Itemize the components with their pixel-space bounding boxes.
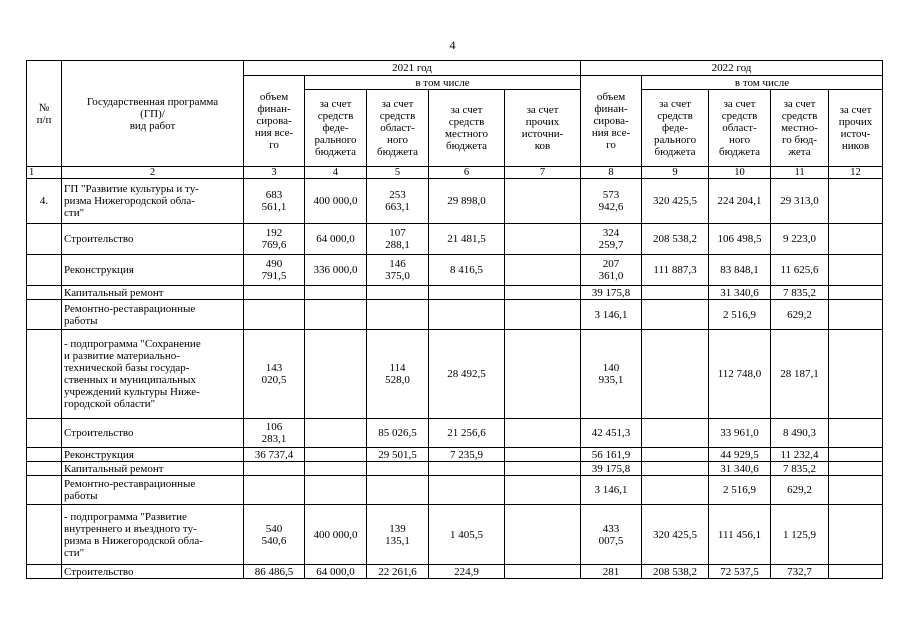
row-value-c12 xyxy=(829,255,883,286)
row-value-c8: 3 146,1 xyxy=(581,300,642,330)
row-value-c3 xyxy=(244,462,305,476)
row-value-c4 xyxy=(305,476,367,505)
row-value-c6: 8 416,5 xyxy=(429,255,505,286)
header-loc-2021: за счет средств местного бюджета xyxy=(429,90,505,167)
header-oth-2022: за счет прочих источ- ников xyxy=(829,90,883,167)
row-value-c9 xyxy=(642,286,709,300)
row-value-c10: 72 537,5 xyxy=(709,565,771,579)
row-value-c6: 29 898,0 xyxy=(429,179,505,224)
header-volume-2022: объем финан- сирова- ния все- го xyxy=(581,76,642,167)
row-value-c10: 33 961,0 xyxy=(709,419,771,448)
row-name: Реконструкция xyxy=(62,448,244,462)
row-value-c12 xyxy=(829,300,883,330)
row-value-c10: 31 340,6 xyxy=(709,286,771,300)
table-row xyxy=(27,476,883,505)
row-value-c12 xyxy=(829,419,883,448)
row-value-c7 xyxy=(505,179,581,224)
row-value-c7 xyxy=(505,286,581,300)
row-name: ГП "Развитие культуры и ту- ризма Нижегородской обла- сти" xyxy=(62,179,244,224)
page-number: 4 xyxy=(449,38,456,52)
row-value-c4: 400 000,0 xyxy=(305,179,367,224)
row-value-c9 xyxy=(642,476,709,505)
header-year-2021: 2021 год xyxy=(244,61,581,76)
row-value-c10: 83 848,1 xyxy=(709,255,771,286)
row-value-c3: 86 486,5 xyxy=(244,565,305,579)
row-value-c5: 114 528,0 xyxy=(367,330,429,419)
header-fed-2022: за счет средств феде- рального бюджета xyxy=(642,90,709,167)
row-number xyxy=(27,286,62,300)
row-value-c8: 140 935,1 xyxy=(581,330,642,419)
row-value-c12 xyxy=(829,224,883,255)
row-name: Капитальный ремонт xyxy=(62,462,244,476)
row-value-c10: 112 748,0 xyxy=(709,330,771,419)
row-value-c10: 111 456,1 xyxy=(709,505,771,565)
row-value-c5 xyxy=(367,300,429,330)
row-name: - подпрограмма "Развитие внутреннего и въездного ту- ризма в Нижегородской обла- сти" xyxy=(62,505,244,565)
row-number xyxy=(27,448,62,462)
header-oth-2021: за счет прочих источни- ков xyxy=(505,90,581,167)
col-number: 7 xyxy=(505,167,581,179)
row-name: - подпрограмма "Сохранение и развитие материально- технической базы государ- ственных и муниципальных учреждений культуры Ниже- городской области" xyxy=(62,330,244,419)
row-value-c11: 1 125,9 xyxy=(771,505,829,565)
row-value-c3: 683 561,1 xyxy=(244,179,305,224)
row-number xyxy=(27,462,62,476)
row-value-c4 xyxy=(305,330,367,419)
row-value-c9 xyxy=(642,330,709,419)
row-value-c3: 490 791,5 xyxy=(244,255,305,286)
row-value-c11: 29 313,0 xyxy=(771,179,829,224)
row-value-c9 xyxy=(642,300,709,330)
row-value-c7 xyxy=(505,300,581,330)
table-row xyxy=(27,330,883,419)
row-value-c3: 540 540,6 xyxy=(244,505,305,565)
row-value-c11: 629,2 xyxy=(771,476,829,505)
row-value-c5: 29 501,5 xyxy=(367,448,429,462)
row-value-c8: 39 175,8 xyxy=(581,462,642,476)
row-number xyxy=(27,300,62,330)
row-value-c5: 22 261,6 xyxy=(367,565,429,579)
table-row xyxy=(27,300,883,330)
header-reg-2021: за счет средств област- ного бюджета xyxy=(367,90,429,167)
header-fed-2021: за счет средств феде- рального бюджета xyxy=(305,90,367,167)
row-value-c11: 7 835,2 xyxy=(771,462,829,476)
row-value-c5 xyxy=(367,286,429,300)
row-value-c12 xyxy=(829,448,883,462)
row-value-c7 xyxy=(505,565,581,579)
row-value-c11: 732,7 xyxy=(771,565,829,579)
row-name: Ремонтно-реставрационные работы xyxy=(62,300,244,330)
row-value-c3: 143 020,5 xyxy=(244,330,305,419)
row-value-c3: 36 737,4 xyxy=(244,448,305,462)
row-value-c12 xyxy=(829,476,883,505)
row-value-c6: 21 481,5 xyxy=(429,224,505,255)
header-including-2022: в том числе xyxy=(642,76,883,90)
row-name: Строительство xyxy=(62,224,244,255)
col-number: 6 xyxy=(429,167,505,179)
row-value-c7 xyxy=(505,224,581,255)
row-value-c8: 42 451,3 xyxy=(581,419,642,448)
table-row xyxy=(27,179,883,224)
row-value-c6 xyxy=(429,286,505,300)
row-value-c4 xyxy=(305,286,367,300)
row-number xyxy=(27,330,62,419)
row-value-c9: 320 425,5 xyxy=(642,505,709,565)
row-value-c8: 324 259,7 xyxy=(581,224,642,255)
row-value-c8: 281 xyxy=(581,565,642,579)
row-value-c6: 7 235,9 xyxy=(429,448,505,462)
row-value-c6 xyxy=(429,476,505,505)
row-value-c9 xyxy=(642,448,709,462)
row-value-c7 xyxy=(505,419,581,448)
row-value-c6: 1 405,5 xyxy=(429,505,505,565)
table-row xyxy=(27,419,883,448)
row-value-c8: 3 146,1 xyxy=(581,476,642,505)
table-row xyxy=(27,462,883,476)
row-value-c9: 208 538,2 xyxy=(642,224,709,255)
header-volume-2021: объем финан- сирова- ния все- го xyxy=(244,76,305,167)
row-value-c10: 44 929,5 xyxy=(709,448,771,462)
row-value-c12 xyxy=(829,505,883,565)
col-number: 12 xyxy=(829,167,883,179)
row-name: Реконструкция xyxy=(62,255,244,286)
row-value-c5: 85 026,5 xyxy=(367,419,429,448)
row-value-c5: 139 135,1 xyxy=(367,505,429,565)
col-number: 11 xyxy=(771,167,829,179)
row-number: 4. xyxy=(27,179,62,224)
table-row xyxy=(27,565,883,579)
col-number: 1 xyxy=(27,167,62,179)
row-value-c10: 224 204,1 xyxy=(709,179,771,224)
table-row xyxy=(27,255,883,286)
table-body xyxy=(27,179,883,579)
row-value-c10: 2 516,9 xyxy=(709,476,771,505)
row-value-c11: 8 490,3 xyxy=(771,419,829,448)
row-value-c3: 106 283,1 xyxy=(244,419,305,448)
row-value-c5 xyxy=(367,476,429,505)
row-name: Строительство xyxy=(62,419,244,448)
row-value-c4: 400 000,0 xyxy=(305,505,367,565)
row-value-c9: 320 425,5 xyxy=(642,179,709,224)
row-value-c4: 336 000,0 xyxy=(305,255,367,286)
col-number: 5 xyxy=(367,167,429,179)
row-number xyxy=(27,255,62,286)
row-value-c11: 9 223,0 xyxy=(771,224,829,255)
row-value-c12 xyxy=(829,286,883,300)
row-value-c7 xyxy=(505,505,581,565)
row-value-c6: 21 256,6 xyxy=(429,419,505,448)
row-value-c3 xyxy=(244,300,305,330)
row-name: Строительство xyxy=(62,565,244,579)
row-value-c11: 629,2 xyxy=(771,300,829,330)
row-number xyxy=(27,505,62,565)
table-row xyxy=(27,286,883,300)
row-value-c5 xyxy=(367,462,429,476)
table-row xyxy=(27,224,883,255)
row-value-c7 xyxy=(505,255,581,286)
row-value-c3 xyxy=(244,286,305,300)
row-value-c10: 31 340,6 xyxy=(709,462,771,476)
row-name: Капитальный ремонт xyxy=(62,286,244,300)
row-value-c7 xyxy=(505,462,581,476)
row-value-c8: 573 942,6 xyxy=(581,179,642,224)
row-value-c11: 11 625,6 xyxy=(771,255,829,286)
header-program: Государственная программа (ГП)/ вид работ xyxy=(62,61,244,167)
row-value-c7 xyxy=(505,476,581,505)
header-loc-2022: за счет средств местно- го бюд- жета xyxy=(771,90,829,167)
header-num: № п/п xyxy=(27,61,62,167)
row-value-c12 xyxy=(829,565,883,579)
row-value-c10: 106 498,5 xyxy=(709,224,771,255)
row-value-c9 xyxy=(642,419,709,448)
row-value-c9: 111 887,3 xyxy=(642,255,709,286)
table-row xyxy=(27,448,883,462)
row-value-c12 xyxy=(829,462,883,476)
row-number xyxy=(27,565,62,579)
row-value-c10: 2 516,9 xyxy=(709,300,771,330)
row-value-c11: 28 187,1 xyxy=(771,330,829,419)
row-value-c8: 56 161,9 xyxy=(581,448,642,462)
row-value-c4 xyxy=(305,300,367,330)
budget-table xyxy=(26,60,883,579)
row-name: Ремонтно-реставрационные работы xyxy=(62,476,244,505)
header-reg-2022: за счет средств област- ного бюджета xyxy=(709,90,771,167)
row-value-c7 xyxy=(505,448,581,462)
table-row xyxy=(27,505,883,565)
row-value-c5: 253 663,1 xyxy=(367,179,429,224)
row-value-c9: 208 538,2 xyxy=(642,565,709,579)
row-value-c12 xyxy=(829,330,883,419)
row-value-c6: 28 492,5 xyxy=(429,330,505,419)
col-number: 8 xyxy=(581,167,642,179)
row-value-c8: 39 175,8 xyxy=(581,286,642,300)
row-value-c12 xyxy=(829,179,883,224)
row-value-c11: 11 232,4 xyxy=(771,448,829,462)
row-value-c5: 107 288,1 xyxy=(367,224,429,255)
row-value-c4 xyxy=(305,448,367,462)
row-value-c3 xyxy=(244,476,305,505)
row-value-c8: 433 007,5 xyxy=(581,505,642,565)
row-number xyxy=(27,476,62,505)
col-number: 3 xyxy=(244,167,305,179)
col-number: 9 xyxy=(642,167,709,179)
row-number xyxy=(27,224,62,255)
row-value-c3: 192 769,6 xyxy=(244,224,305,255)
row-value-c4: 64 000,0 xyxy=(305,224,367,255)
col-number: 10 xyxy=(709,167,771,179)
header-year-2022: 2022 год xyxy=(581,61,883,76)
row-number xyxy=(27,419,62,448)
row-value-c11: 7 835,2 xyxy=(771,286,829,300)
row-value-c9 xyxy=(642,462,709,476)
row-value-c8: 207 361,0 xyxy=(581,255,642,286)
row-value-c4: 64 000,0 xyxy=(305,565,367,579)
header-including-2021: в том числе xyxy=(305,76,581,90)
row-value-c6 xyxy=(429,300,505,330)
col-number: 4 xyxy=(305,167,367,179)
col-number: 2 xyxy=(62,167,244,179)
row-value-c5: 146 375,0 xyxy=(367,255,429,286)
row-value-c4 xyxy=(305,419,367,448)
column-number-row xyxy=(27,167,883,179)
row-value-c4 xyxy=(305,462,367,476)
row-value-c7 xyxy=(505,330,581,419)
row-value-c6: 224,9 xyxy=(429,565,505,579)
row-value-c6 xyxy=(429,462,505,476)
